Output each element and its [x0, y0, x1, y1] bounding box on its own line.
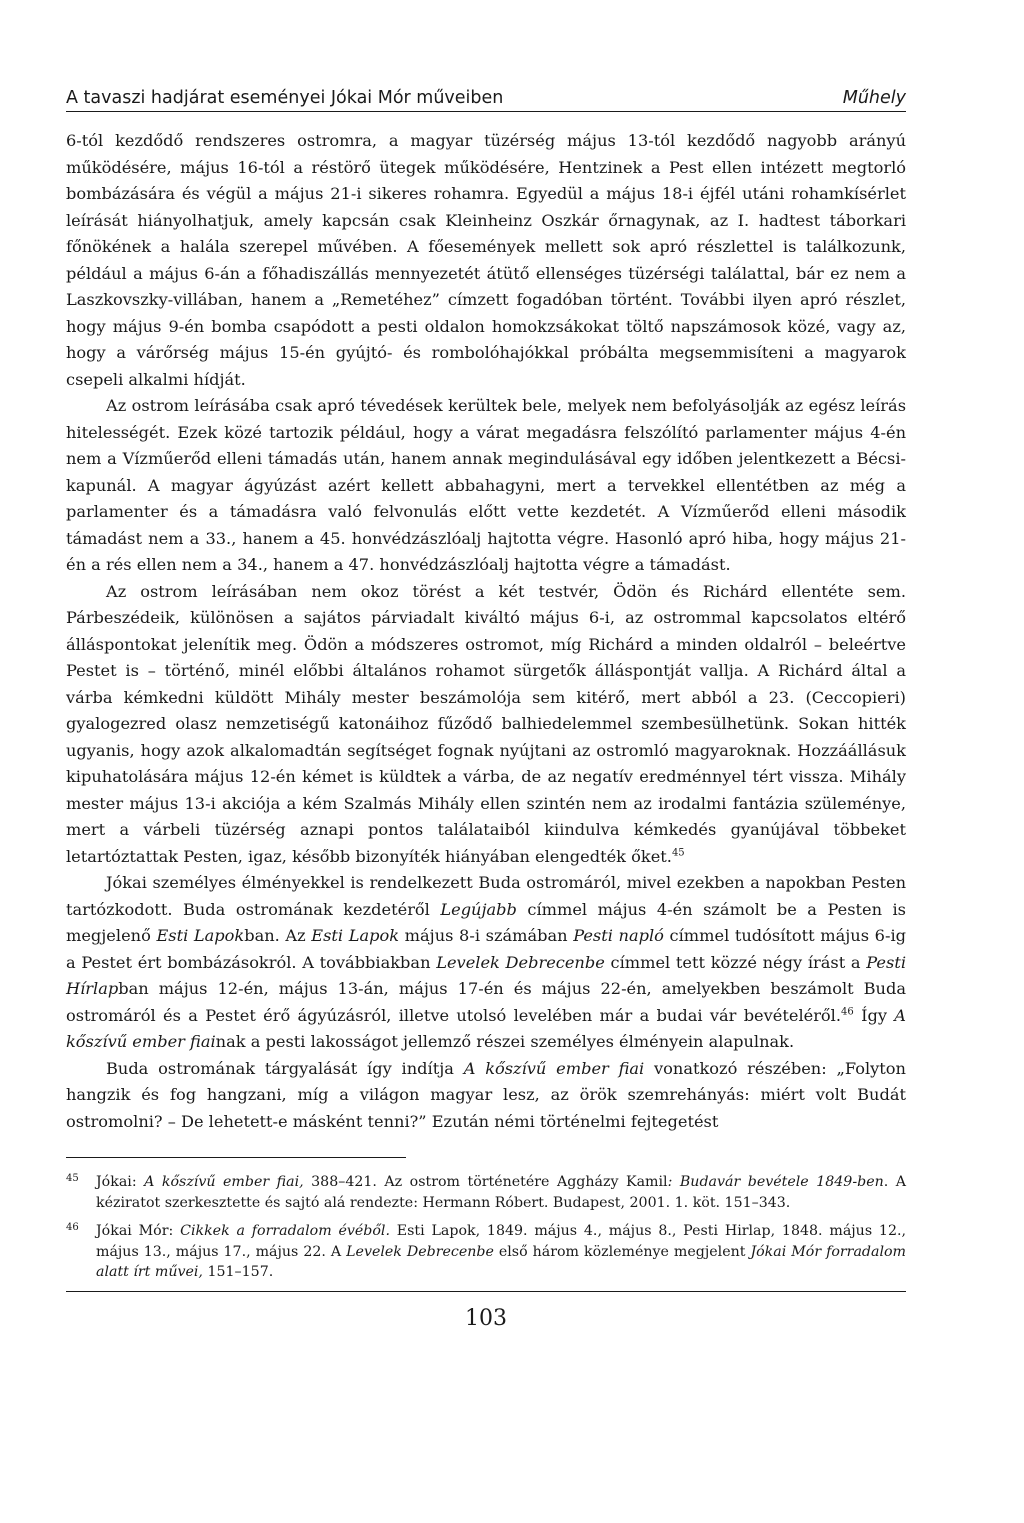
paragraph-2 [66, 393, 906, 579]
italic-title: : Budavár bevétele 1849-ben [667, 1174, 884, 1190]
text-run: nak a pesti lakosságot jellemző részei személyes élményein alapulnak. [215, 1032, 795, 1051]
footnote-ref-45[interactable]: 45 [671, 847, 685, 859]
running-header [66, 88, 906, 112]
text-run: . A kéziratot szerkesztette és sajtó alá rendezte: Hermann Róbert. Budapest, 2001. 1. köt. 151–343. [96, 1174, 907, 1211]
italic-title: Pesti napló [573, 926, 664, 945]
footnote-45 [66, 1172, 906, 1213]
italic-title: A kőszívű ember fiai [463, 1058, 645, 1078]
paragraph-4 [66, 870, 906, 1056]
text-run: Esti Lapok, 1849. május 4., május 8., Pesti Hirlap, 1848. május 12., május 13., május 17., május 22. A [96, 1223, 906, 1260]
text-run: Így [853, 1005, 895, 1025]
section-label: Műhely [842, 88, 906, 108]
paragraph-text: 6-tól kezdődő rendszeres ostromra, a magyar tüzérség május 13-tól kezdődő nagyobb arányú működésére, május 16-tól a réstörő ütegek működésére, Hentzinek a Pest ellen intézett megtorló bombázására és végül a május 21-i sikeres rohamra. Egyedül a május 18-i éjfél utáni rohamkísérlet leírását hiányolhatjuk, amely kapcsán csak Kleinheinz Oszkár őrnagynak, az I. hadtest táborkari főnökének a halála szerepel művében. A főesemények mellett sok apró részlettel is találkozunk, például a május 6-án a főhadiszállás mennyezetét átütő ellenséges tüzérségi találattal, bár ez nem a Laszkovszky-villában, hanem a „Remetéhez” címzett fogadóban történt. További ilyen apró részlet, hogy május 9-én bomba csapódott a pesti oldalon homokzsákokat töltő napszámosok közé, vagy az, hogy a várőrség május 15-én gyújtó- és rombolóhajókkal próbálta megsemmisíteni a magyarok csepeli alkalmi hídját. [66, 131, 906, 389]
paragraph-text: Az ostrom leírásában nem okoz törést a két testvér, Ödön és Richárd ellentéte sem. Párbeszédeik, különösen a sajátos párviadalt kiváltó május 6-i, az ostrommal kapcsolatos eltérő álláspontokat jelenítik meg. Ödön a módszeres ostromot, míg Richárd a minden oldalról – beleértve Pestet is – történő, minél előbbi általános rohamot sürgetők álláspontját vallja. A Richárd által a várba kémkedni küldött Mihály mester beszámolója sem kitérő, mert abból a 23. (Ceccopieri) gyalogezred olasz nemzetiségű katonáihoz fűződő balhiedelemmel szembesülhetünk. Sokan hitték ugyanis, hogy azok alkalomadtán segítséget fognak nyújtani az ostromló magyaroknak. Hozzáállásuk kipuhatolására május 12-én kémet is küldtek a várba, de az negatív eredménnyel tért vissza. Mihály mester május 13-i akciója a kém Szalmás Mihály ellen szintén nem az irodalmi fantázia szüleménye, mert a várbeli tüzérség aznapi pontos találataiból kiindulva kémkedés gyanújával többeket letartóztattak Pesten, igaz, később bizonyíték hiányában elengedték őket. [66, 581, 906, 866]
footnote-ref-46[interactable]: 46 [841, 1006, 854, 1018]
italic-title: Pesti Hírlap [66, 952, 906, 998]
footnote-number: 45 [66, 1173, 79, 1184]
text-run: címmel tett közzé négy írást a [604, 952, 867, 972]
bottom-rule [66, 1291, 906, 1292]
text-run: Jókai Mór: [96, 1223, 181, 1239]
text-run: Buda ostromának tárgyalását így indítja [106, 1058, 464, 1078]
italic-title: Esti Lapok [156, 926, 245, 945]
page-number: 103 [465, 1305, 507, 1331]
footnote-separator [66, 1157, 406, 1158]
italic-title: Levelek Debrecenbe [436, 952, 605, 972]
italic-title: A kőszívű ember fiai, [144, 1174, 304, 1190]
paragraph-1 [66, 128, 906, 393]
text-run: ban. Az [244, 926, 312, 945]
text-run: 388–421. Az ostrom történetére Aggházy Kamil [303, 1174, 668, 1190]
paragraph-5 [66, 1056, 906, 1136]
text-run: 151–157. [202, 1264, 274, 1280]
text-run: Jókai: [96, 1174, 145, 1190]
text-run: első három közleménye megjelent [493, 1243, 751, 1260]
paragraph-3 [66, 579, 906, 871]
text-run: ban május 12-én, május 13-án, május 17-én és május 22-én, amelyekben beszámolt Buda ostromáról és a Pestet érő ágyúzásról, illetve utolsó levelében már a budai vár bevételéről. [66, 979, 906, 1025]
italic-title: Esti Lapok [311, 926, 400, 945]
body-text [66, 128, 906, 1135]
footnotes [66, 1172, 906, 1283]
italic-title: A kőszívű ember fiai [66, 1005, 906, 1051]
text-run: Jókai személyes élményekkel is rendelkezett Buda ostromáról, mivel ezekben a napokban Pesten tartózkodott. Buda ostromának kezdetéről [66, 873, 906, 919]
chapter-title: A tavaszi hadjárat eseményei Jókai Mór műveiben [66, 88, 504, 108]
italic-title: Jókai Mór forradalom alatt írt művei, [96, 1243, 906, 1280]
italic-title: Cikkek a forradalom évéből. [180, 1223, 390, 1239]
text-run: címmel május 4-én számolt be a Pesten is megjelenő [66, 899, 906, 945]
text-run: május 8-i számában [399, 926, 574, 945]
book-page [66, 88, 906, 1331]
italic-title: Levelek Debrecenbe [346, 1243, 494, 1260]
text-run: vonatkozó részében: „Folyton hangzik és fog hangzani, míg a világon magyar lesz, az örök szemrehányás: miért volt Budát ostromolni? – De lehetett-e másként tenni?” Ezután némi történelmi fejtegetést [66, 1058, 906, 1131]
paragraph-text: Az ostrom leírásába csak apró tévedések kerültek bele, melyek nem befolyásolják az egész leírás hitelességét. Ezek közé tartozik például, hogy a várat megadásra felszólító parlamenter május 4-én nem a Vízműerőd elleni támadás után, hanem annak megindulásával egy időben jelentkezett a Bécsi-kapunál. A magyar ágyúzást azért kellett abbahagyni, mert a tervekkel ellentétben az még a parlamenter és a támadásra való felvonulás előtt vette kezdetét. A Vízműerőd elleni második támadást nem a 33., hanem a 45. honvédzászlóalj hajtotta végre. Hasonló apró hiba, hogy május 21-én a rés ellen nem a 34., hanem a 47. honvédzászlóalj hajtotta végre a támadást. [66, 396, 906, 574]
footnote-number: 46 [66, 1222, 79, 1233]
italic-title: Legújabb [440, 899, 517, 919]
text-run: címmel tudósított május 6-ig a Pestet ért bombázásokról. A továbbiakban [66, 926, 906, 972]
footnote-46 [66, 1221, 906, 1283]
